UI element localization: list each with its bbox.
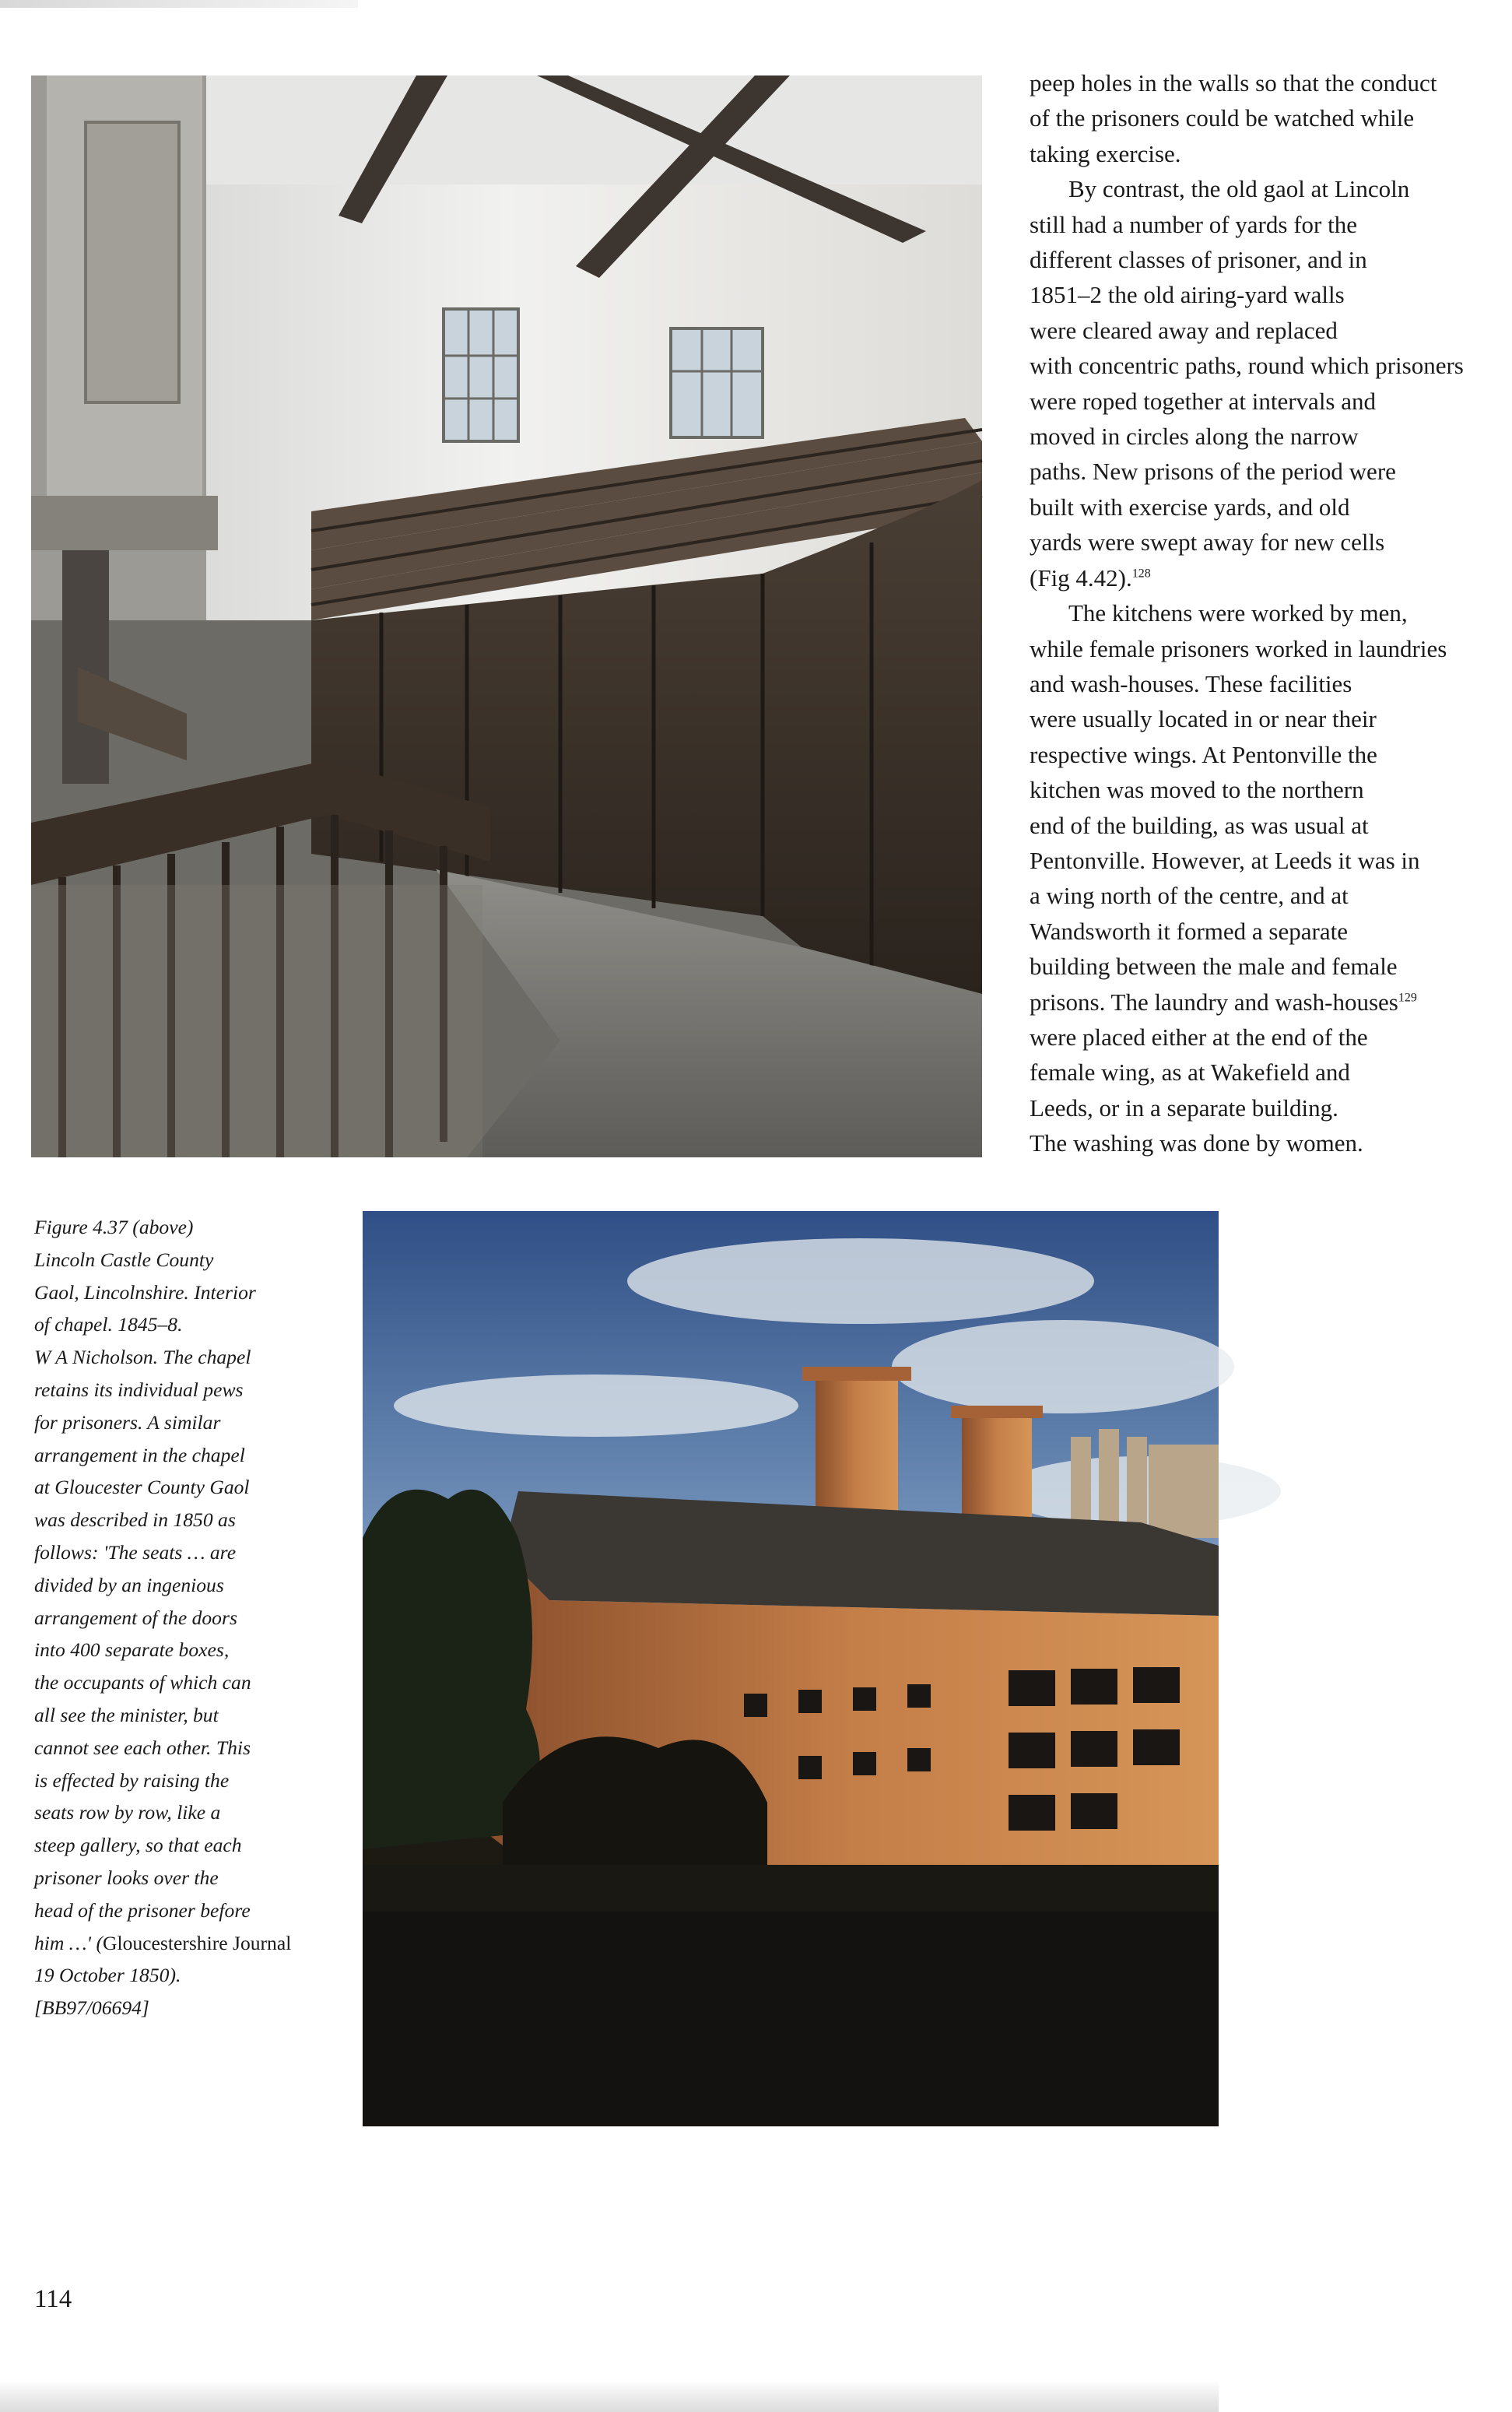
text-line: were roped together at intervals and — [1030, 387, 1377, 415]
caption-line: was described in 1850 as — [34, 1508, 236, 1532]
text-line: taking exercise. — [1030, 139, 1181, 167]
caption-reference: [BB97/06694] — [34, 1996, 149, 2020]
text-line: were usually located in or near their — [1030, 705, 1377, 733]
caption-line: head of the prisoner before — [34, 1898, 251, 1922]
text-line: Pentonville. However, at Leeds it was in — [1030, 846, 1420, 874]
chapel-interior-photo — [31, 75, 982, 1157]
caption-line: divided by an ingenious — [34, 1573, 224, 1596]
text-line: female wing, as at Wakefield and — [1030, 1059, 1350, 1087]
text-line: yards were swept away for new cells — [1030, 528, 1385, 556]
caption-line: cannot see each other. This — [34, 1736, 251, 1759]
text-line: paths. New prisons of the period were — [1030, 458, 1396, 486]
text-line: and wash-houses. These facilities — [1030, 669, 1352, 697]
caption-line: steep gallery, so that each — [34, 1834, 242, 1857]
caption-line: retains its individual pews — [34, 1378, 244, 1401]
caption-line: Figure 4.37 (above) — [34, 1216, 194, 1238]
caption-source-open: ( — [96, 1931, 103, 1954]
caption-line — [34, 1927, 330, 1960]
note-ref: 128 — [1131, 567, 1151, 581]
text-line: By contrast, the old gaol at Lincoln — [1068, 175, 1410, 203]
caption-line: arrangement in the chapel — [34, 1443, 245, 1466]
caption-line: follows: 'The seats … are — [34, 1540, 237, 1564]
caption-line: the occupants of which can — [34, 1671, 251, 1694]
note-ref: 129 — [1398, 991, 1417, 1005]
caption-line: at Gloucester County Gaol — [34, 1476, 250, 1499]
text-line: Leeds, or in a separate building. — [1030, 1094, 1338, 1122]
text-line: of the prisoners could be watched while — [1030, 104, 1415, 132]
caption-source-journal: Gloucestershire Journal — [102, 1931, 292, 1954]
caption-line: into 400 separate boxes, — [34, 1638, 230, 1662]
figure-caption — [34, 1211, 330, 2024]
running-header-strip — [0, 0, 358, 8]
text-line: The washing was done by women. — [1030, 1129, 1363, 1157]
chapel-illustration — [31, 75, 982, 1157]
body-text-column — [1030, 65, 1464, 1186]
caption-line: W A Nicholson. The chapel — [34, 1346, 251, 1369]
bottom-scan-shadow — [0, 2380, 1219, 2412]
text-line: were placed either at the end of the — [1030, 1023, 1368, 1051]
text-line: a wing north of the centre, and at — [1030, 882, 1349, 910]
text-line: building between the male and female — [1030, 953, 1398, 981]
text-line: while female prisoners worked in laundries — [1030, 634, 1447, 662]
text-line: 1851–2 the old airing-yard walls — [1030, 281, 1345, 309]
text-line: end of the building, as was usual at — [1030, 811, 1369, 839]
text-line: built with exercise yards, and old — [1030, 493, 1350, 521]
caption-line: arrangement of the doors — [34, 1606, 237, 1629]
text-line: were cleared away and replaced — [1030, 316, 1338, 344]
caption-line: all see the minister, but — [34, 1703, 219, 1726]
text-line: kitchen was moved to the northern — [1030, 776, 1364, 804]
text-line: respective wings. At Pentonville the — [1030, 740, 1377, 768]
caption-line: Gaol, Lincolnshire. Interior — [34, 1280, 256, 1304]
caption-line: Lincoln Castle County — [34, 1248, 214, 1271]
caption-line: for prisoners. A similar — [34, 1410, 221, 1434]
text-line: peep holes in the walls so that the conduct — [1030, 69, 1437, 97]
text-line: The kitchens were worked by men, — [1068, 599, 1408, 627]
caption-line: seats row by row, like a — [34, 1801, 221, 1824]
caption-source-date: 19 October 1850). — [34, 1964, 181, 1987]
text-line: prisons. The laundry and wash-houses$^{129}$ — [1030, 988, 1417, 1016]
text-line: with concentric paths, round which prisoners — [1030, 352, 1464, 380]
text-line: different classes of prisoner, and in — [1030, 246, 1367, 274]
caption-line: of chapel. 1845–8. — [34, 1313, 183, 1336]
text-line: still had a number of yards for the — [1030, 210, 1357, 238]
gaol-exterior-photo — [363, 1211, 1219, 2126]
text-line: moved in circles along the narrow — [1030, 423, 1359, 451]
text-line: (Fig 4.42).$^{128}$ — [1030, 564, 1151, 592]
gaol-illustration — [363, 1211, 1219, 2126]
caption-quote-end: him …' — [34, 1931, 92, 1954]
body-text — [1030, 65, 1512, 1161]
caption-line: is effected by raising the — [34, 1768, 230, 1792]
caption-line: prisoner looks over the — [34, 1866, 219, 1889]
text-line: Wandsworth it formed a separate — [1030, 917, 1348, 945]
page-number: 114 — [34, 2285, 72, 2313]
